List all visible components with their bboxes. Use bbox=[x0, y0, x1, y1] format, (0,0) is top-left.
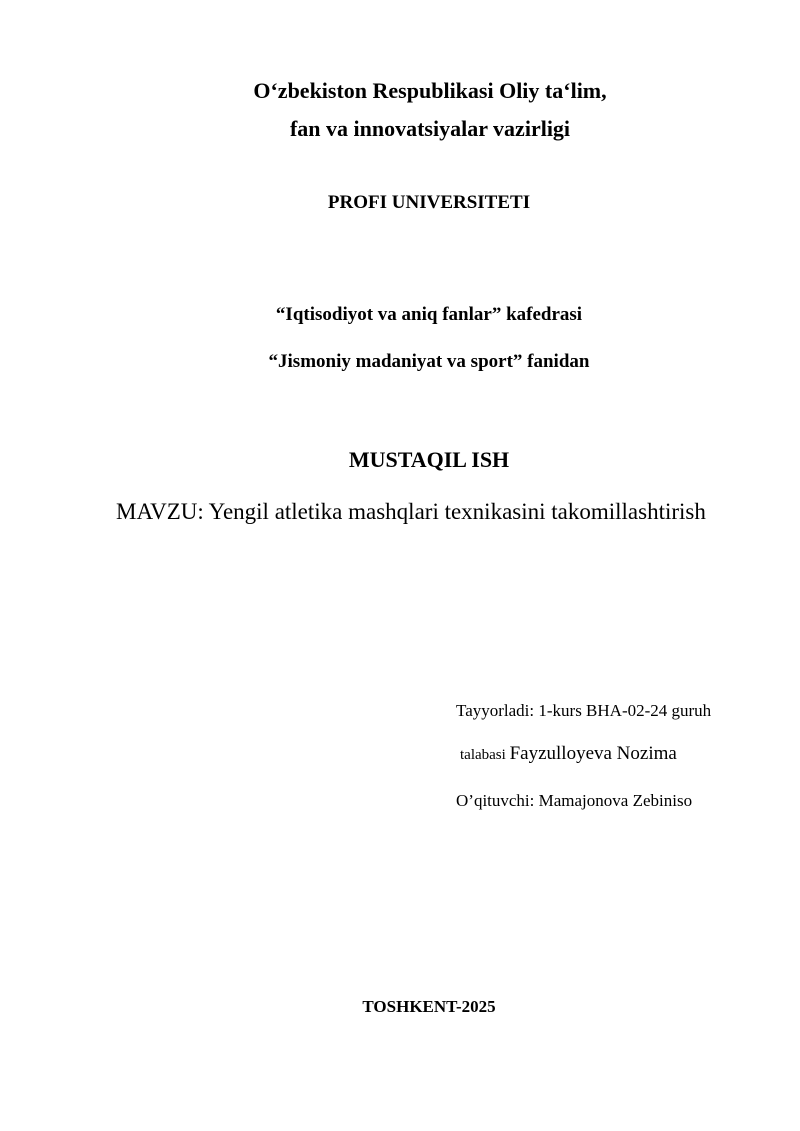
ministry-name-line-1: O‘zbekiston Respublikasi Oliy ta‘lim, bbox=[253, 78, 607, 103]
work-type-title: MUSTAQIL ISH bbox=[348, 447, 510, 472]
student-line bbox=[460, 744, 677, 763]
subject-name: “Jismoniy madaniyat va sport” fanidan bbox=[268, 351, 590, 372]
teacher-line: O’qituvchi: Mamajonova Zebiniso bbox=[456, 791, 693, 810]
topic-line: MAVZU: Yengil atletika mashqlari texnikasini takomillashtirish bbox=[116, 499, 706, 524]
ministry-name-line-2: fan va innovatsiyalar vazirligi bbox=[289, 116, 571, 141]
department-name: “Iqtisodiyot va aniq fanlar” kafedrasi bbox=[275, 304, 583, 325]
university-name: PROFI UNIVERSITETI bbox=[327, 192, 531, 213]
student-name: Fayzulloyeva Nozima bbox=[509, 743, 677, 764]
city-year-footer: TOSHKENT-2025 bbox=[362, 997, 496, 1016]
prepared-by-line: Tayyorladi: 1-kurs BHA-02-24 guruh bbox=[456, 701, 712, 720]
student-prefix: talabasi bbox=[460, 747, 506, 763]
